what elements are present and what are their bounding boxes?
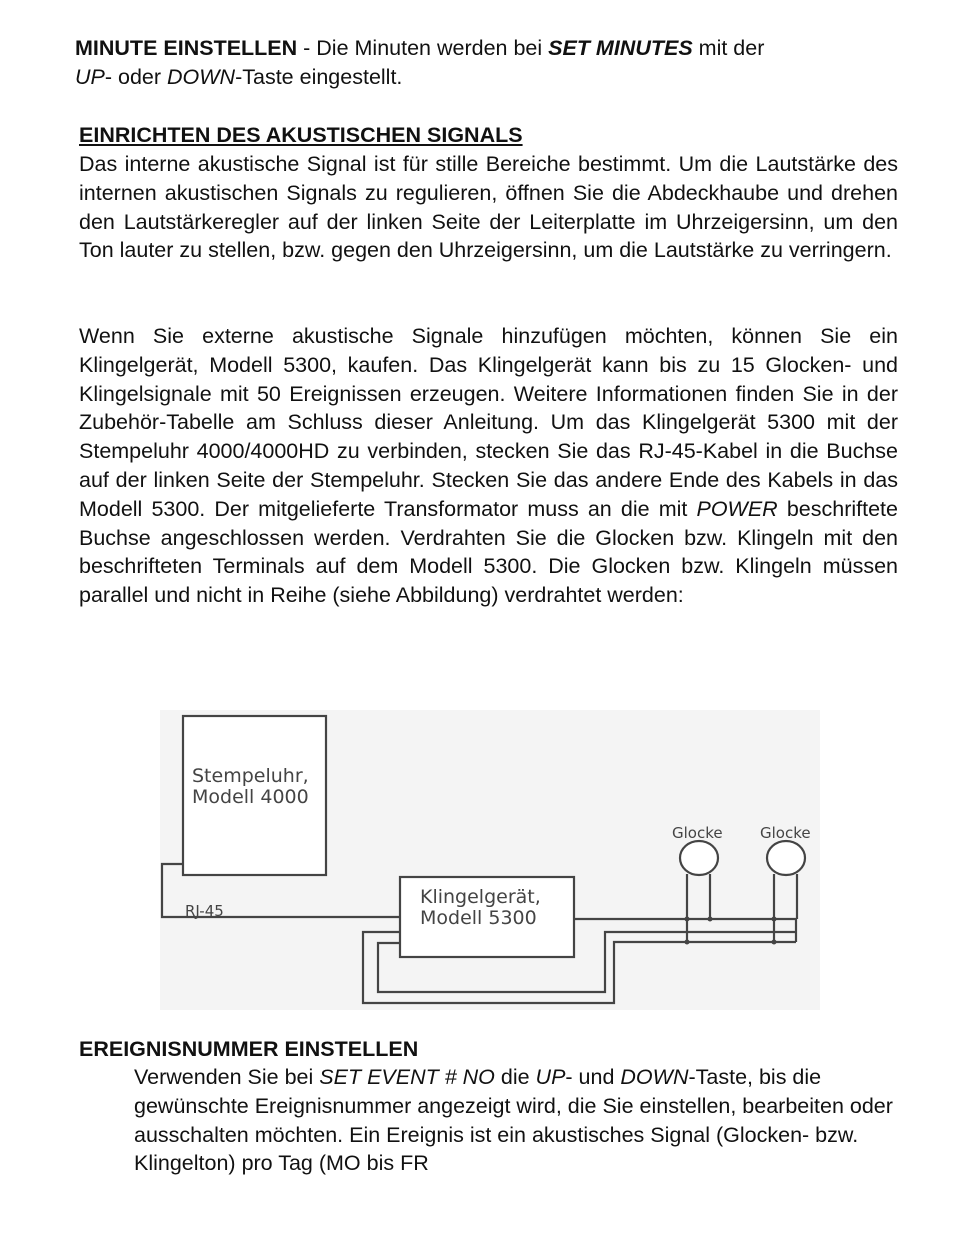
event-paragraph	[134, 1063, 914, 1178]
minute-text-1: - Die Minuten werden bei	[297, 36, 549, 60]
signal-paragraph-1: Das interne akustische Signal ist für stille Bereiche bestimmt. Um die Lautstärke des internen akustischen Signals zu regulieren, öffnen Sie die Abdeckhaube und drehen den Lautstärkeregler auf der linken Seite der Leiterplatte im Uhrzeigersinn, um den Ton lauter zu stellen, bzw. gegen den Uhrzeigersinn, um die Lautstärke zu verringern.	[79, 152, 898, 263]
minute-text-2: mit der	[692, 36, 765, 60]
bell-1-label: Glocke	[672, 824, 723, 842]
event-text-1: Verwenden Sie bei	[134, 1065, 320, 1089]
bell-2-label: Glocke	[760, 824, 811, 842]
event-down-label: DOWN	[620, 1065, 689, 1089]
clock-label-2: Modell 4000	[192, 786, 309, 808]
set-event-label: SET EVENT # NO	[319, 1065, 495, 1089]
minute-text-4: -Taste eingestellt.	[235, 64, 403, 89]
rj45-label: RJ-45	[185, 902, 224, 920]
event-text-3: - und	[565, 1065, 621, 1089]
junction	[685, 940, 690, 945]
clock-label-1: Stempeluhr,	[192, 765, 309, 787]
signal-paragraph-2a: Wenn Sie externe akustische Signale hinzufügen möchten, können Sie ein Klingelgerät, Modell 5300, kaufen. Das Klingelgerät kann bis zu 15 Glocken- und Klingelsignale mit 50 Ereignissen erzeugen. Weitere Informationen finden Sie in der Zubehör-Tabelle am Schluss dieser Anleitung. Um das Klingelgerät 5300 mit der Stempeluhr 4000/4000HD zu verbinden, stecken Sie das RJ-45-Kabel in die Buchse auf der linken Seite der Stempeluhr. Stecken Sie das andere Ende des Kabels in das Modell 5300. Der mitgelieferte Transformator muss an die mit	[79, 324, 898, 521]
bell-1	[680, 841, 718, 875]
ringer-label-1: Klingelgerät,	[420, 886, 541, 908]
junction	[772, 917, 777, 922]
bell-2	[767, 841, 805, 875]
power-label: POWER	[696, 496, 778, 521]
set-minutes-label: SET MINUTES	[548, 36, 693, 60]
event-up-label: UP	[535, 1065, 566, 1089]
signal-paragraph-2b: beschriftete Buchse angeschlossen werden. Verdrahten Sie die Glocken bzw. Klingeln mit den beschrifteten Terminals auf dem Modell 5300. Die Glocken bzw. Klingeln müssen parallel und nicht in Reihe (siehe Abbildung) verdrahtet werden:	[79, 496, 898, 608]
event-heading: EREIGNISNUMMER EINSTELLEN	[79, 1037, 419, 1061]
event-text-4: -Taste, bis die gewünschte Ereignisnummer angezeigt wird, die Sie einstellen, bearbeiten oder ausschalten möchten. Ein Ereignis ist ein akustisches Signal (Glocken- bzw. Klingelton) pro Tag (MO bis FR	[134, 1065, 893, 1176]
minute-heading: MINUTE EINSTELLEN	[75, 36, 298, 60]
junction	[685, 917, 690, 922]
event-text-2: die	[494, 1065, 536, 1089]
junction	[708, 917, 713, 922]
junction	[772, 940, 777, 945]
down-key-label: DOWN	[167, 64, 236, 89]
up-key-label: UP	[75, 64, 105, 89]
signal-heading: EINRICHTEN DES AKUSTISCHEN SIGNALS	[79, 123, 523, 147]
ringer-label-2: Modell 5300	[420, 907, 537, 929]
minute-text-3: - oder	[104, 64, 168, 89]
